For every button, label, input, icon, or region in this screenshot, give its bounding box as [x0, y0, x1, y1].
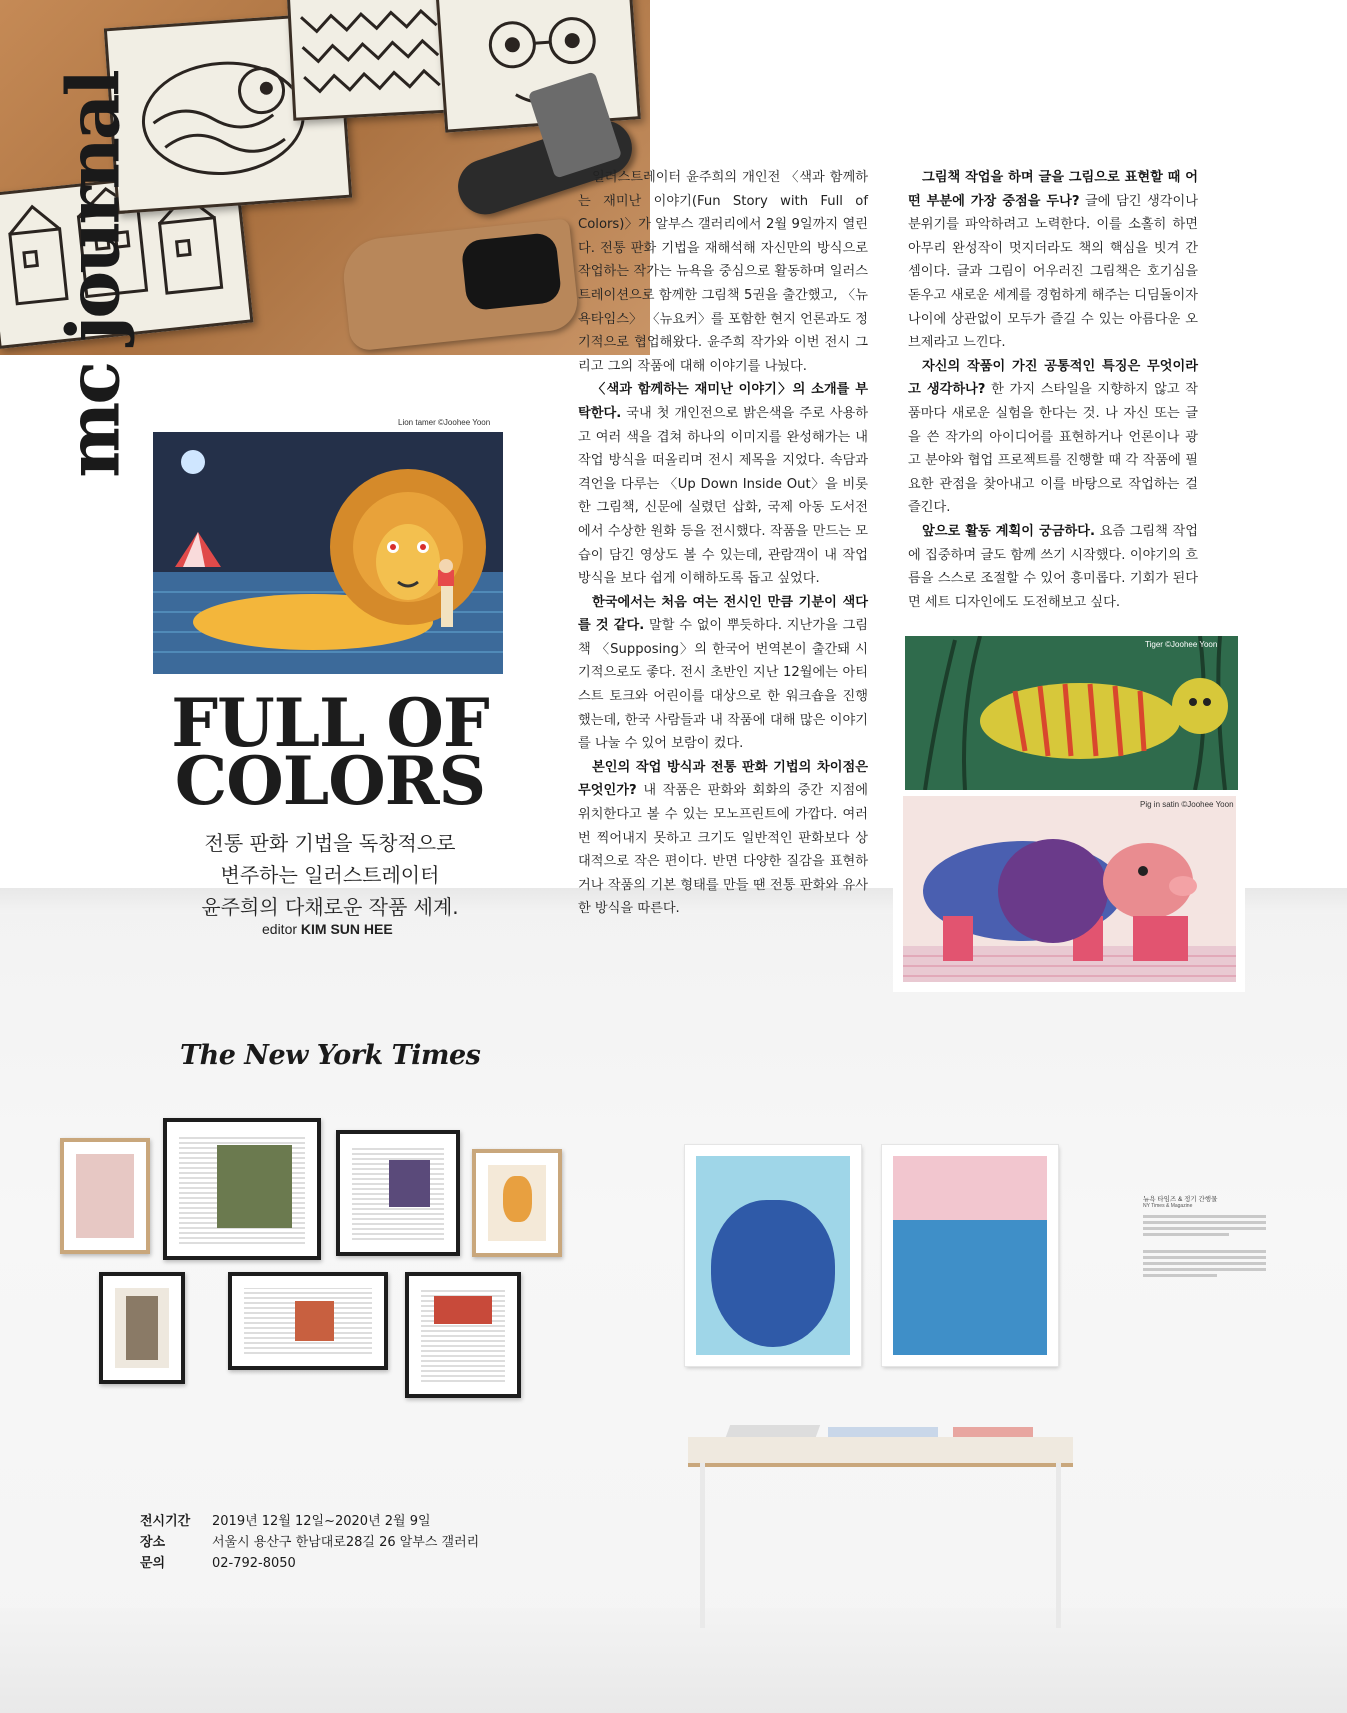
qa-3: 본인의 작업 방식과 전통 판화 기법의 차이점은 무엇인가? 내 작품은 판화와 회화의 중간 지점에 위치한다고 볼 수 있는 모노프린트에 가깝다. 여러 번 찍어내지 못하고 크기도 일반적인 판화보다 상대적으로 작은 편이다. 반면 다양한 질감을 표현하거나 작품의 기본 형태를 만들 땐 전통 판화와 유사한 방식을 따른다.	[578, 759, 868, 917]
pig-illustration-frame	[893, 794, 1245, 992]
lion-credit: Lion tamer ©Joohee Yoon	[398, 418, 491, 427]
exhibition-info: 전시기간 2019년 12월 12일~2020년 2월 9일 장소 서울시 용산구 한남대로28길 26 알부스 갤러리 문의 02-792-8050	[140, 1514, 480, 1571]
framed-print-vases	[882, 1145, 1058, 1366]
article-subtitle: 전통 판화 기법을 독창적으로 변주하는 일러스트레이터 윤주희의 다채로운 작품 세계.	[201, 831, 459, 919]
framed-artwork-2	[472, 1149, 562, 1257]
gallery-photo	[0, 888, 1347, 1713]
qa-5: 자신의 작품이 가진 공통적인 특징은 무엇이라고 생각하나? 한 가지 스타일을 지향하지 않고 작품마다 새로운 실험을 한다는 것. 나 자신 또는 글을 쓴 작가의 아이디어를 표현하거나 언론이나 광고 분야와 협업 프로젝트를 진행할 때 각 작품에 필요한 관점을 찾아내고 이를 바탕으로 작업하는 걸 즐긴다.	[908, 358, 1199, 516]
tiger-illustration	[905, 636, 1238, 790]
pig-credit: Pig in satin ©Joohee Yoon	[1140, 800, 1234, 809]
display-table-top	[688, 1437, 1073, 1467]
nyt-logo: The New York Times	[180, 1040, 481, 1071]
qa-6: 앞으로 활동 계획이 궁금하다. 요즘 그림책 작업에 집중하며 글도 함께 쓰기 시작했다. 이야기의 흐름을 스스로 조절할 수 있어 흥미롭다. 기회가 된다면 세트 디자인에도 도전해보고 싶다.	[908, 523, 1198, 610]
framed-print-fish	[685, 1145, 861, 1366]
editor-byline: editor KIM SUN HEE	[262, 921, 393, 937]
framed-newspaper-4	[405, 1272, 521, 1398]
exhibit-placard: 뉴욕 타임즈 & 정기 간행물 NY Times & Magazine	[1143, 1194, 1266, 1280]
framed-artwork-3	[99, 1272, 185, 1384]
framed-artwork-1	[60, 1138, 150, 1254]
lion-tamer-illustration	[153, 432, 503, 674]
paragraph-intro: 일러스트레이터 윤주희의 개인전 〈색과 함께하는 재미난 이야기(Fun Story with Full of Colors)〉가 알부스 갤러리에서 2월 9일까지 열린다. 전통 판화 기법을 재해석해 자신만의 방식으로 작업하는 작가는 뉴욕을 중심으로 활동하며 일러스트레이션으로 함께한 그림책 5권을 출간했고, 〈뉴욕타임스〉 〈뉴요커〉를 포함한 현지 언론과도 정기적으로 협업해왔다. 윤주희 작가와 이번 전시 그리고 그의 작품에 대해 이야기를 나눴다.	[578, 170, 868, 374]
qa-2: 한국에서는 처음 여는 전시인 만큼 기분이 색다를 것 같다. 말할 수 없이 뿌듯하다. 지난가을 그림책 〈Supposing〉의 한국어 번역본이 출간돼 시기적으로도 좋다. 전시 초반인 지난 12월에는 아티스트 토크와 어린이를 대상으로 한 워크숍을 진행했는데, 한국 사람들과 내 작품에 대해 많은 이야기를 나눌 수 있어 보람이 컸다.	[578, 594, 868, 752]
ink-pad	[340, 218, 580, 351]
table-leg-left	[700, 1463, 705, 1628]
article-column-1	[578, 166, 868, 921]
table-leg-right	[1056, 1463, 1061, 1628]
framed-newspaper-2	[336, 1130, 460, 1256]
pig-in-satin-illustration	[903, 796, 1236, 982]
qa-1: 〈색과 함께하는 재미난 이야기〉의 소개를 부탁한다. 국내 첫 개인전으로 밝은색을 주로 사용하고 여러 색을 겹쳐 하나의 이미지를 완성해가는 내 작업 방식을 떠올리며 전시 제목을 지었다. 속담과 격언을 다루는 〈Up Down Inside Out〉을 비롯한 그림책, 신문에 실렸던 삽화, 국제 아동 도서전에서 수상한 원화 등을 전시했다. 작품을 만드는 모습이 담긴 영상도 볼 수 있는데, 관람객이 내 작업 방식을 보다 쉽게 이해하도록 돕고 싶었다.	[578, 382, 868, 587]
tiger-credit: Tiger ©Joohee Yoon	[1145, 640, 1218, 649]
qa-4: 그림책 작업을 하며 글을 그림으로 표현할 때 어떤 부분에 가장 중점을 두나? 글에 담긴 생각이나 분위기를 파악하려고 노력한다. 이를 소홀히 하면 아무리 완성작이 멋지더라도 책의 핵심을 빗겨 간 셈이다. 글과 그림이 어우러진 그림책은 호기심을 돋우고 새로운 세계를 경험하게 해주는 디딤돌이자 나이에 상관없이 모두가 즐길 수 있는 아름다운 오브제라고 느낀다.	[908, 170, 1198, 351]
article-title: FULL OF COLORS	[171, 684, 489, 820]
article-column-2	[908, 166, 1198, 614]
gallery-floor	[0, 1608, 1347, 1713]
framed-newspaper-3	[228, 1272, 388, 1370]
masthead: mc journal	[50, 72, 136, 478]
framed-newspaper-1	[163, 1118, 321, 1260]
